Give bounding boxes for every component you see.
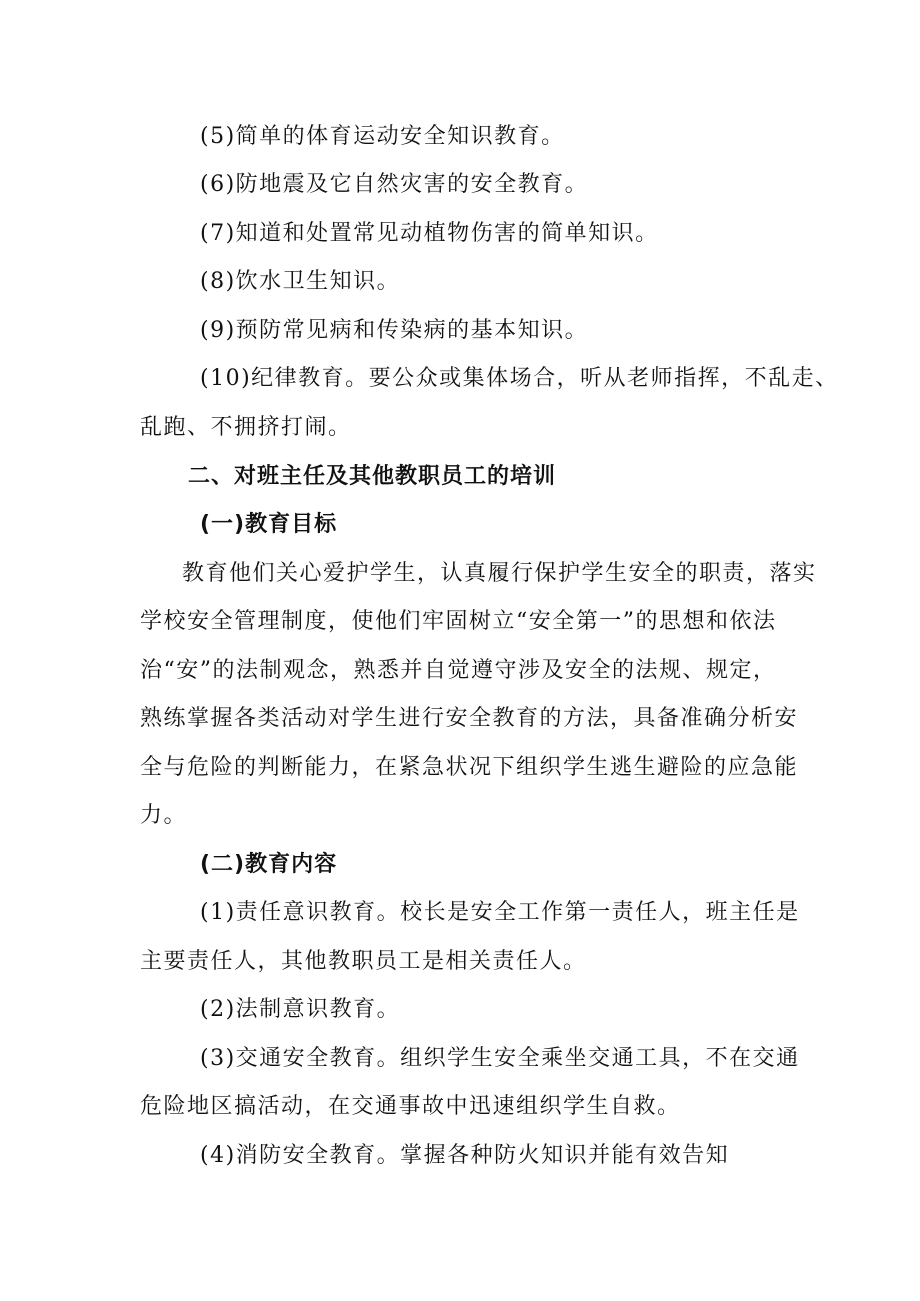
section-heading: 二、对班主任及其他教职员工的培训 [188, 464, 557, 489]
goal-paragraph-line-4: 熟练掌握各类活动对学生进行安全教育的方法，具备准确分析安 [140, 706, 799, 731]
goal-paragraph-line-1: 教育他们关心爱护学生，认真履行保护学生安全的职责，落实 [182, 561, 817, 586]
content-item-3-line-1: (3)交通安全教育。组织学生安全乘坐交通工具，不在交通 [200, 1046, 800, 1071]
content-item-1-line-1: (1)责任意识教育。校长是安全工作第一责任人，班主任是 [200, 900, 800, 925]
content-item-1-line-2: 主要责任人，其他教职员工是相关责任人。 [140, 949, 587, 974]
list-item-10-line-2: 乱跑、不拥挤打闹。 [140, 415, 352, 440]
list-item-8: (8)饮水卫生知识。 [200, 269, 401, 294]
goal-paragraph-line-2: 学校安全管理制度，使他们牢固树立“安全第一”的思想和依法 [140, 609, 777, 634]
content-item-2: (2)法制意识教育。 [200, 997, 401, 1022]
subsection-heading-goals: (一)教育目标 [200, 512, 338, 537]
list-item-5: (5)简单的体育运动安全知识教育。 [200, 124, 565, 149]
subsection-heading-content: (二)教育内容 [200, 852, 338, 877]
content-item-4: (4)消防安全教育。掌握各种防火知识并能有效告知 [200, 1143, 730, 1168]
goal-paragraph-line-5: 全与危险的判断能力，在紧急状况下组织学生逃生避险的应急能 [140, 755, 799, 780]
list-item-6: (6)防地震及它自然灾害的安全教育。 [200, 172, 589, 197]
goal-paragraph-line-6: 力。 [140, 803, 188, 828]
list-item-9: (9)预防常见病和传染病的基本知识。 [200, 318, 589, 343]
list-item-7: (7)知道和处置常见动植物伤害的简单知识。 [200, 221, 659, 246]
goal-paragraph-line-3: 治“安”的法制观念，熟悉并自觉遵守涉及安全的法规、规定， [140, 658, 777, 683]
content-item-3-line-2: 危险地区搞活动，在交通事故中迅速组织学生自救。 [140, 1094, 681, 1119]
list-item-10-line-1: (10)纪律教育。要公众或集体场合，听从老师指挥，不乱走、 [200, 366, 839, 391]
